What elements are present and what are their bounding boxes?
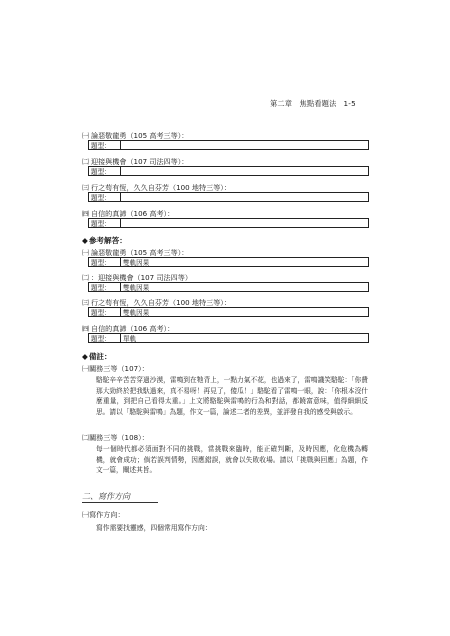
- question-title: ㈣ 自信的真諦（106 高考）：: [82, 209, 175, 218]
- note-2-title: ㈡關務三等（108）：: [82, 433, 149, 442]
- answer-1: [82, 248, 370, 267]
- question-title: ㈡ 迎接與機會（107 司法四等）：: [82, 157, 189, 166]
- writing-direction-title: ㈠寫作方向：: [82, 510, 125, 519]
- answer-type-box: 題型： 單軌: [88, 333, 369, 343]
- header-page-number: 1-5: [343, 99, 356, 108]
- note-1-text: 駱駝辛辛苦苦穿過沙漠，雷鳴到在牠背上，一點力氣不花，也過來了，雷鳴譏笑駱駝：「你費那大勁終於把我馱過來，真不易呀！再見了，傻瓜！」駱駝看了雷鳴一眼，說：「你根本沒什麼重量，到把自己看得太重。」上文將駱駝與雷鳴的行為和對話，都饒富意味，值得細細反思。請以「駱駝與雷鳴」為題，作文一篇，論述二者的差異，並評發自我的感受與啟示。: [96, 376, 368, 417]
- answer-type-box: 題型： 雙軌因果: [88, 282, 369, 292]
- question-4: [82, 209, 370, 228]
- note-1-title: ㈠關務三等（107）：: [82, 364, 149, 373]
- question-2: [82, 157, 370, 176]
- answer-2: [82, 273, 370, 292]
- section-heading: 二、寫作方向: [82, 492, 130, 501]
- running-header: [270, 99, 356, 109]
- note-2-text: 每一個時代都必須面對不同的挑戰，當挑戰來臨時，能正確判斷，及時因應，化危機為轉機，就會成功；倘若誤判情勢，因應錯誤，就會以失敗收場。請以「挑戰與回應」為題，作文一篇，闡述其旨。: [96, 445, 368, 475]
- writing-direction-text: 寫作需要找靈感，四個常用寫作方向：: [96, 524, 212, 532]
- diamond-bullet-icon: ◆: [82, 236, 88, 245]
- section-underline: [82, 502, 158, 503]
- answer-type-box: 題型： 雙軌因果: [88, 257, 369, 267]
- question-type-box: 題型：: [88, 218, 369, 228]
- reference-heading: ◆參考解答：: [82, 236, 127, 245]
- question-type-box: 題型：: [88, 166, 369, 176]
- question-title: ㈠ 論惡敬龍勇（105 高考三等）：: [82, 131, 189, 140]
- answer-type-box: 題型： 雙軌因果: [88, 307, 369, 317]
- question-type-box: 題型：: [88, 192, 369, 202]
- header-chapter: 第二章 焦點看題法: [270, 99, 337, 108]
- answer-4: [82, 324, 370, 343]
- answer-title: ㈣ 自信的真諦（106 高考）：: [82, 324, 175, 333]
- notes-heading: ◆備註：: [82, 352, 112, 361]
- answer-title: ㈡ ：迎接與機會（107 司法四等）: [82, 273, 192, 282]
- question-1: [82, 131, 370, 150]
- question-title: ㈢ 行之苟有恆，久久自芬芳（100 地特三等）：: [82, 183, 231, 192]
- diamond-bullet-icon: ◆: [82, 352, 88, 361]
- question-3: [82, 183, 370, 202]
- answer-3: [82, 298, 370, 317]
- question-type-box: 題型：: [88, 140, 369, 150]
- answer-title: ㈢ 行之苟有恆，久久自芬芳（100 地特三等）：: [82, 298, 231, 307]
- answer-title: ㈠ 論惡敬龍勇（105 高考三等）：: [82, 248, 189, 257]
